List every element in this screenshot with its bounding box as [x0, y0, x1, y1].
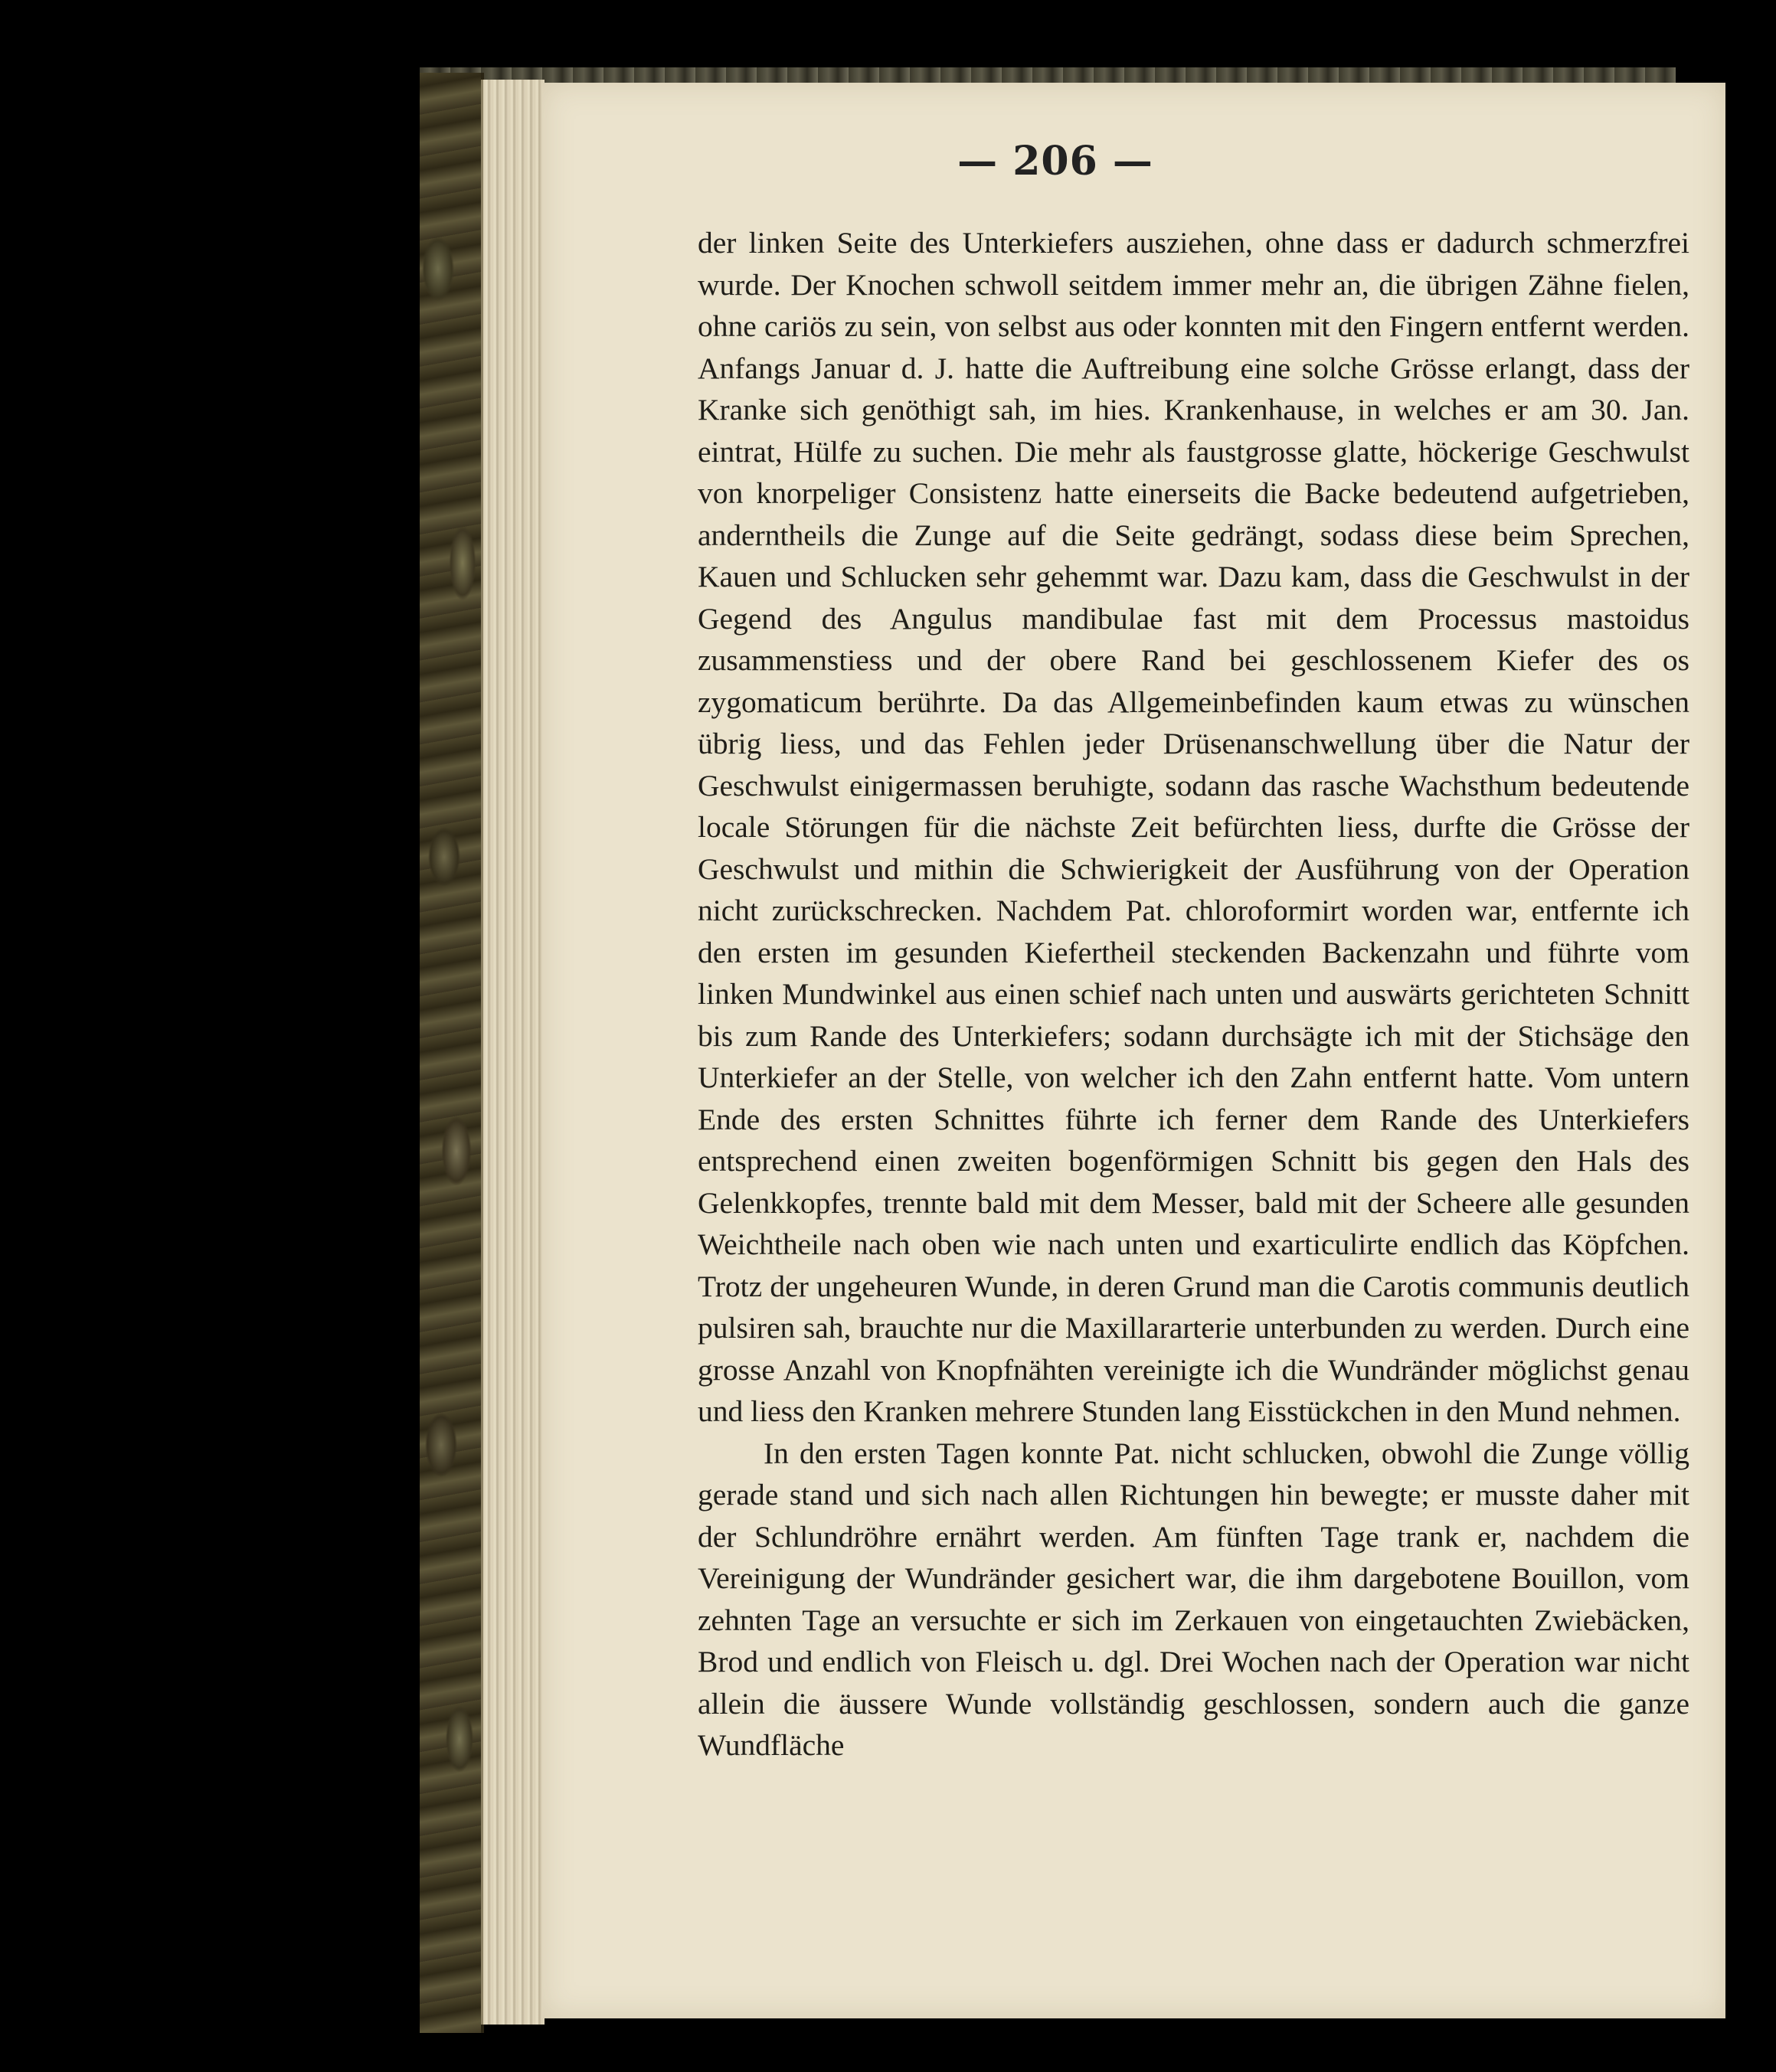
marbled-cover-edge	[420, 73, 484, 2033]
paragraph: In den ersten Tagen konnte Pat. nicht schlucken, obwohl die Zunge völlig gerade stand und sich nach allen Richtungen hin bewegte; er musste daher mit der Schlundröhre ernährt werden. Am fünften Tage trank er, nachdem die Vereinigung der Wundränder gesichert war, die ihm dargebotene Bouillon, vom zehnten Tage an versuchte er sich im Zerkauen von eingetauchten Zwiebäcken, Brod und endlich von Fleisch u. dgl. Drei Wochen nach der Operation war nicht allein die äussere Wunde vollständig geschlossen, sondern auch die ganze Wundfläche	[698, 1436, 1689, 1762]
body-text	[698, 222, 1689, 1766]
page-number: — 206 —	[957, 138, 1153, 185]
book-page	[542, 83, 1725, 2018]
paragraph-continued: der linken Seite des Unterkiefers ausziehen, ohne dass er dadurch schmerzfrei wurde. Der Knochen schwoll seitdem immer mehr an, die übrigen Zähne fielen, ohne cariös zu sein, von selbst aus oder konnten mit den Fingern entfernt werden. Anfangs Januar d. J. hatte die Auftreibung eine solche Grösse erlangt, dass der Kranke sich genöthigt sah, im hies. Krankenhause, in welches er am 30. Jan. eintrat, Hülfe zu suchen. Die mehr als faustgrosse glatte, höckerige Geschwulst von knorpeliger Consistenz hatte einerseits die Backe bedeutend aufgetrieben, anderntheils die Zunge auf die Seite gedrängt, sodass diese beim Sprechen, Kauen und Schlucken sehr gehemmt war. Dazu kam, dass die Geschwulst in der Gegend des Angulus mandibulae fast mit dem Processus mastoidus zusammenstiess und der obere Rand bei geschlossenem Kiefer des os zygomaticum berührte. Da das Allgemeinbefinden kaum etwas zu wünschen übrig liess, und das Fehlen jeder Drüsenanschwellung über die Natur der Geschwulst einigermassen beruhigte, sodann das rasche Wachsthum bedeutende locale Störungen für die nächste Zeit befürchten liess, durfte die Grösse der Geschwulst und mithin die Schwierigkeit der Ausführung von der Operation nicht zurückschrecken. Nachdem Pat. chloroformirt worden war, entfernte ich den ersten im gesunden Kiefertheil steckenden Backenzahn und führte vom linken Mundwinkel aus einen schief nach unten und auswärts gerichteten Schnitt bis zum Rande des Unterkiefers; sodann durchsägte ich mit der Stichsäge den Unterkiefer an der Stelle, von welcher ich den Zahn entfernt hatte. Vom untern Ende des ersten Schnittes führte ich ferner dem Rande des Unterkiefers entsprechend einen zweiten bogenförmigen Schnitt bis gegen den Hals des Gelenkkopfes, trennte bald mit dem Messer, bald mit der Scheere alle gesunden Weichtheile nach oben wie nach unten und exarticulirte endlich das Köpfchen. Trotz der ungeheuren Wunde, in deren Grund man die Carotis communis deutlich pulsiren sah, brauchte nur die Maxillararterie unterbunden zu werden. Durch eine grosse Anzahl von Knopfnähten vereinigte ich die Wundränder möglichst genau und liess den Kranken mehrere Stunden lang Eisstückchen in den Mund nehmen.	[698, 226, 1689, 1428]
page-edges	[481, 80, 545, 2025]
